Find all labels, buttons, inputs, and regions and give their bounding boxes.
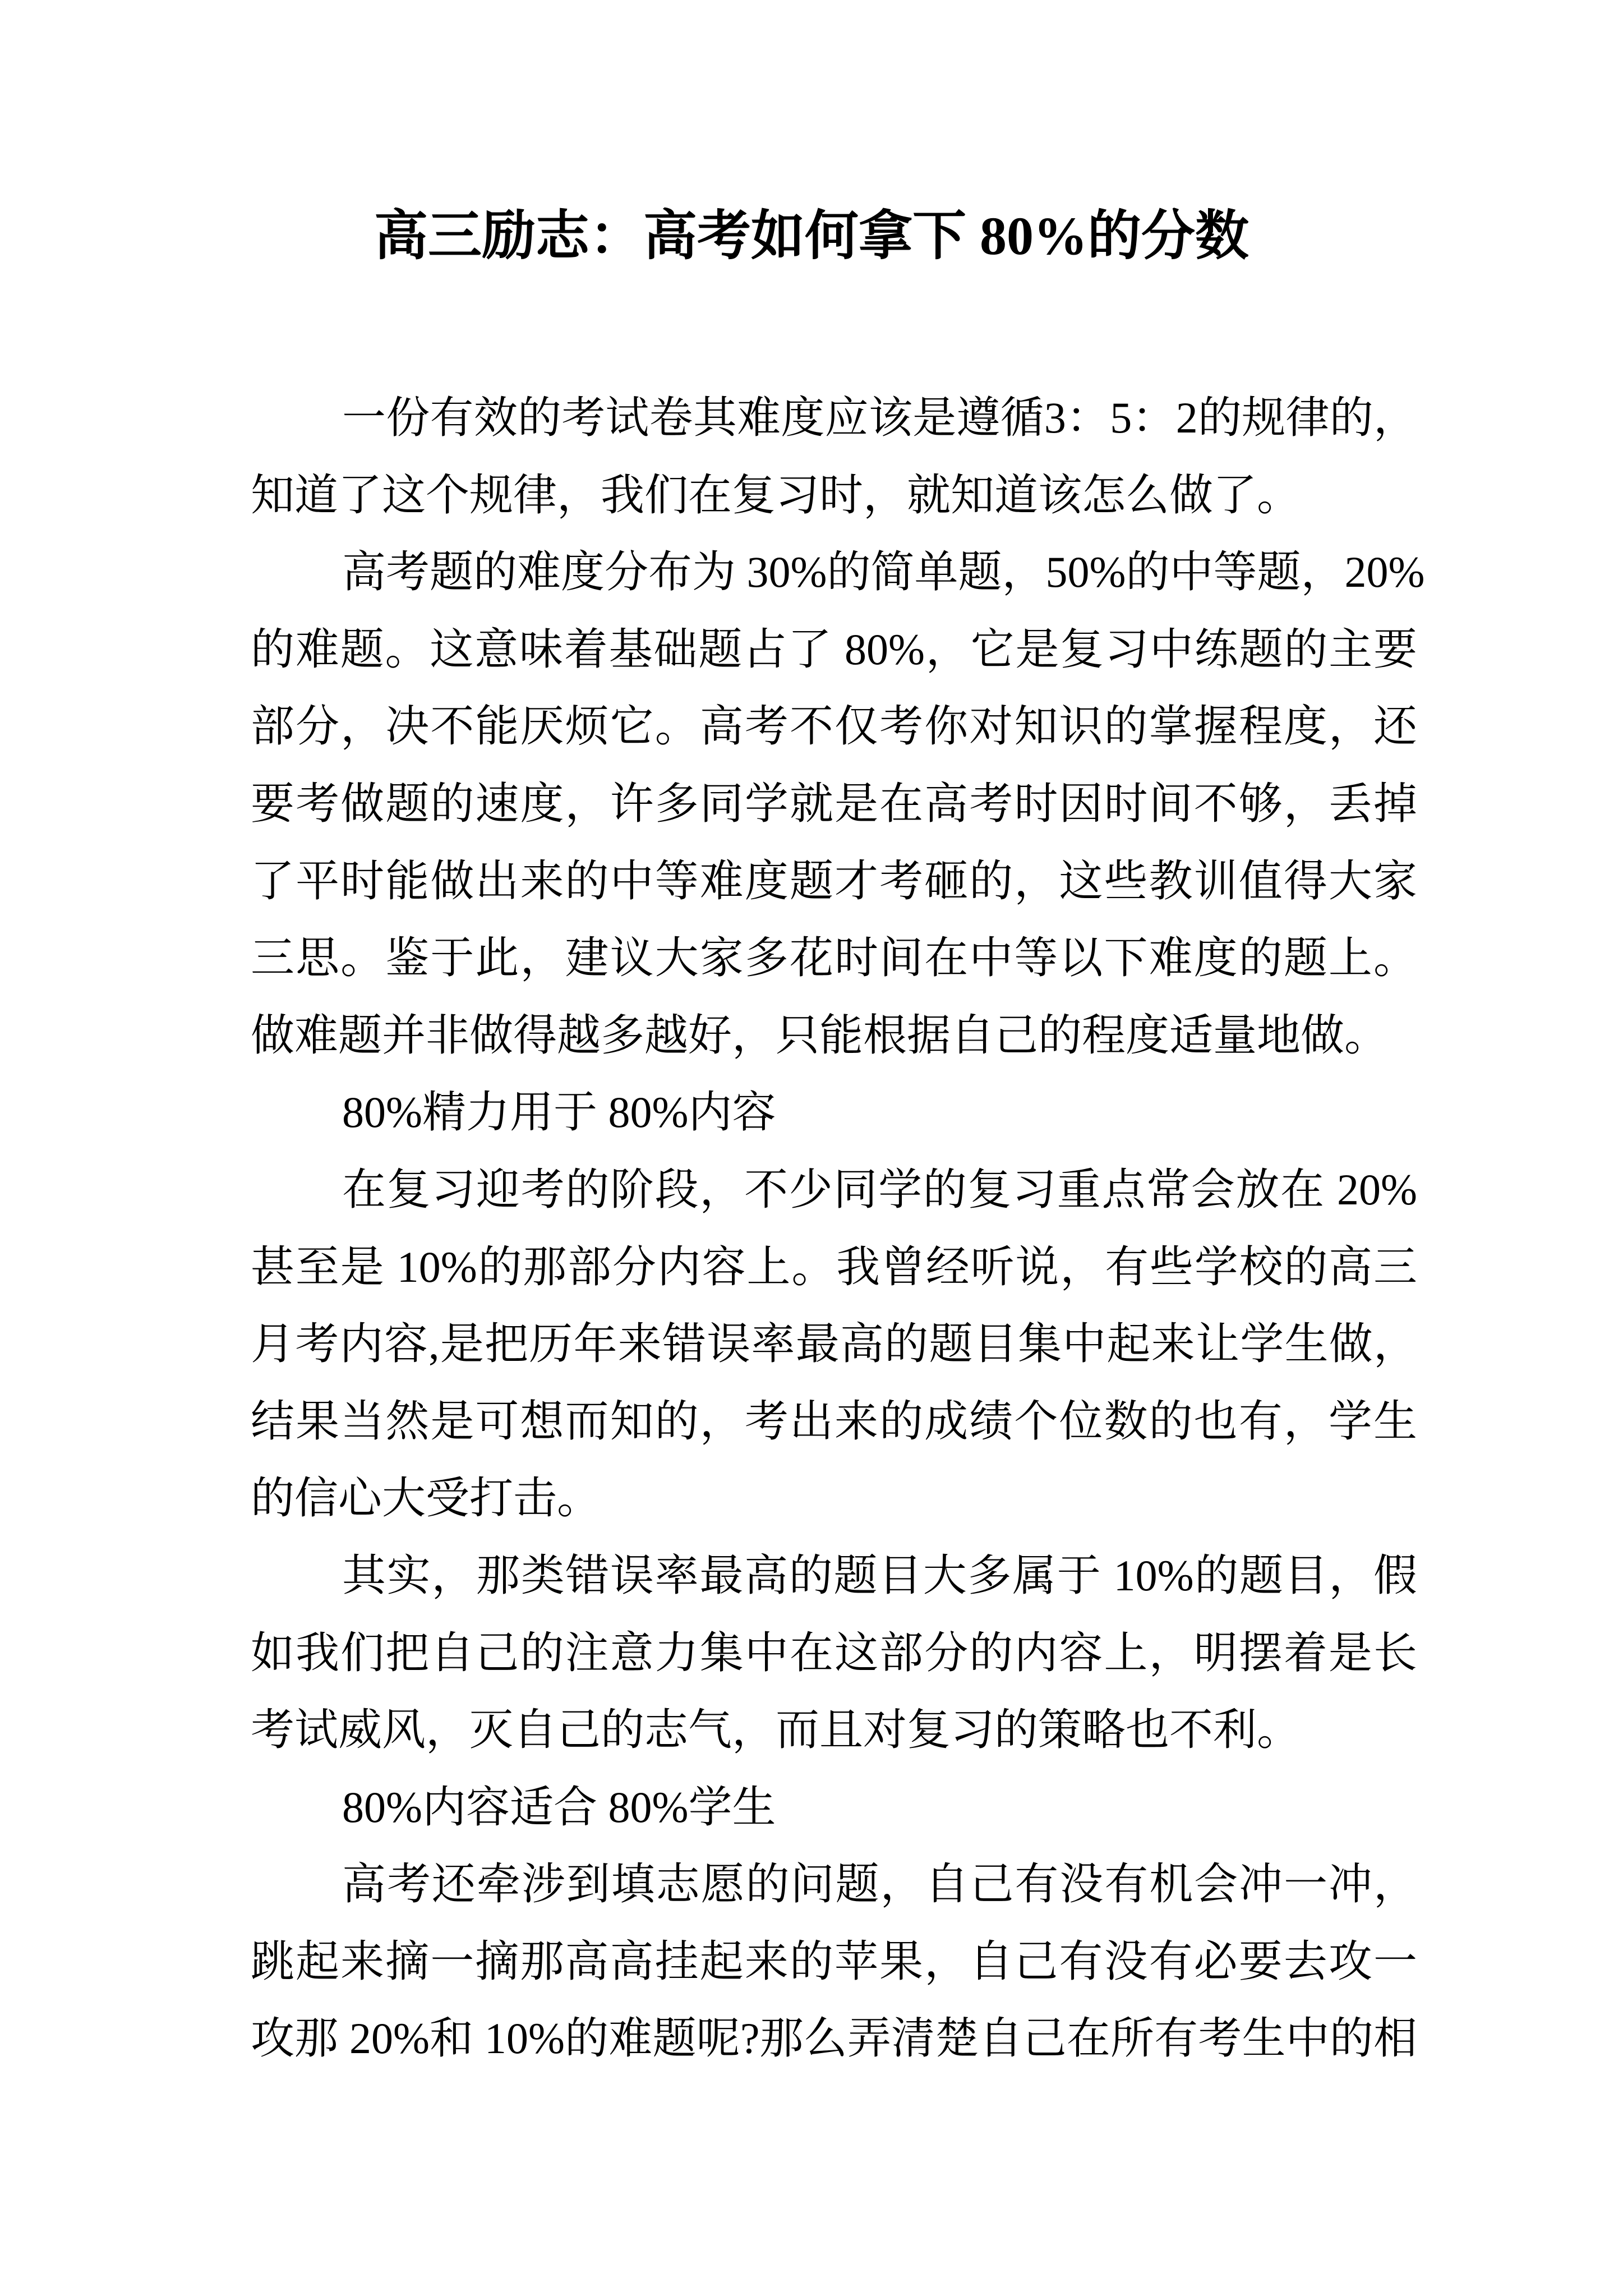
paragraph xyxy=(251,379,1417,533)
text-line: 高考还牵涉到填志愿的问题，自己有没有机会冲一冲， xyxy=(342,1860,1417,1909)
paragraph xyxy=(251,1846,1417,2077)
paragraph xyxy=(251,1537,1417,1769)
text-line: 的难题。这意味着基础题占了 80%，它是复习中练题的主要 xyxy=(251,624,1417,674)
document-body xyxy=(251,379,1425,2077)
text-line: 三思。鉴于此，建议大家多花时间在中等以下难度的题上。 xyxy=(251,933,1417,983)
text-line: 了平时能做出来的中等难度题才考砸的，这些教训值得大家 xyxy=(251,856,1417,905)
text-line: 部分，决不能厌烦它。高考不仅考你对知识的掌握程度，还 xyxy=(251,702,1417,751)
text-line: 甚至是 10%的那部分内容上。我曾经听说，有些学校的高三 xyxy=(251,1242,1417,1291)
text-line: 一份有效的考试卷其难度应该是遵循3：5：2的规律的， xyxy=(342,393,1417,442)
section-heading xyxy=(251,1769,1417,1846)
paragraph xyxy=(251,533,1425,1074)
text-line: 80%精力用于 80%内容 xyxy=(342,1088,776,1137)
text-line: 考试威风，灭自己的志气，而且对复习的策略也不利。 xyxy=(251,1705,1301,1755)
text-line: 结果当然是可想而知的，考出来的成绩个位数的也有，学生 xyxy=(251,1396,1417,1446)
document-title: 高三励志：高考如何拿下 80%的分数 xyxy=(374,206,1249,266)
text-line: 的信心大受打击。 xyxy=(251,1474,601,1523)
text-line: 跳起来摘一摘那高高挂起来的苹果，自己有没有必要去攻一 xyxy=(251,1936,1417,1986)
text-line: 要考做题的速度，许多同学就是在高考时因时间不够，丢掉 xyxy=(251,779,1417,828)
section-heading xyxy=(251,1074,1417,1151)
text-line: 其实，那类错误率最高的题目大多属于 10%的题目，假 xyxy=(342,1550,1417,1600)
text-line: 如我们把自己的注意力集中在这部分的内容上，明摆着是长 xyxy=(251,1628,1417,1677)
text-line: 攻那 20%和 10%的难题呢?那么弄清楚自己在所有考生中的相 xyxy=(251,2014,1417,2063)
text-line: 在复习迎考的阶段，不少同学的复习重点常会放在 20% xyxy=(342,1165,1417,1214)
text-line: 高考题的难度分布为 30%的简单题，50%的中等题，20% xyxy=(342,547,1425,597)
text-line: 知道了这个规律，我们在复习时，就知道该怎么做了。 xyxy=(251,470,1301,519)
text-line: 月考内容,是把历年来错误率最高的题目集中起来让学生做， xyxy=(251,1319,1417,1369)
text-line: 80%内容适合 80%学生 xyxy=(342,1782,776,1832)
text-line: 做难题并非做得越多越好，只能根据自己的程度适量地做。 xyxy=(251,1010,1389,1060)
paragraph xyxy=(251,1151,1417,1537)
